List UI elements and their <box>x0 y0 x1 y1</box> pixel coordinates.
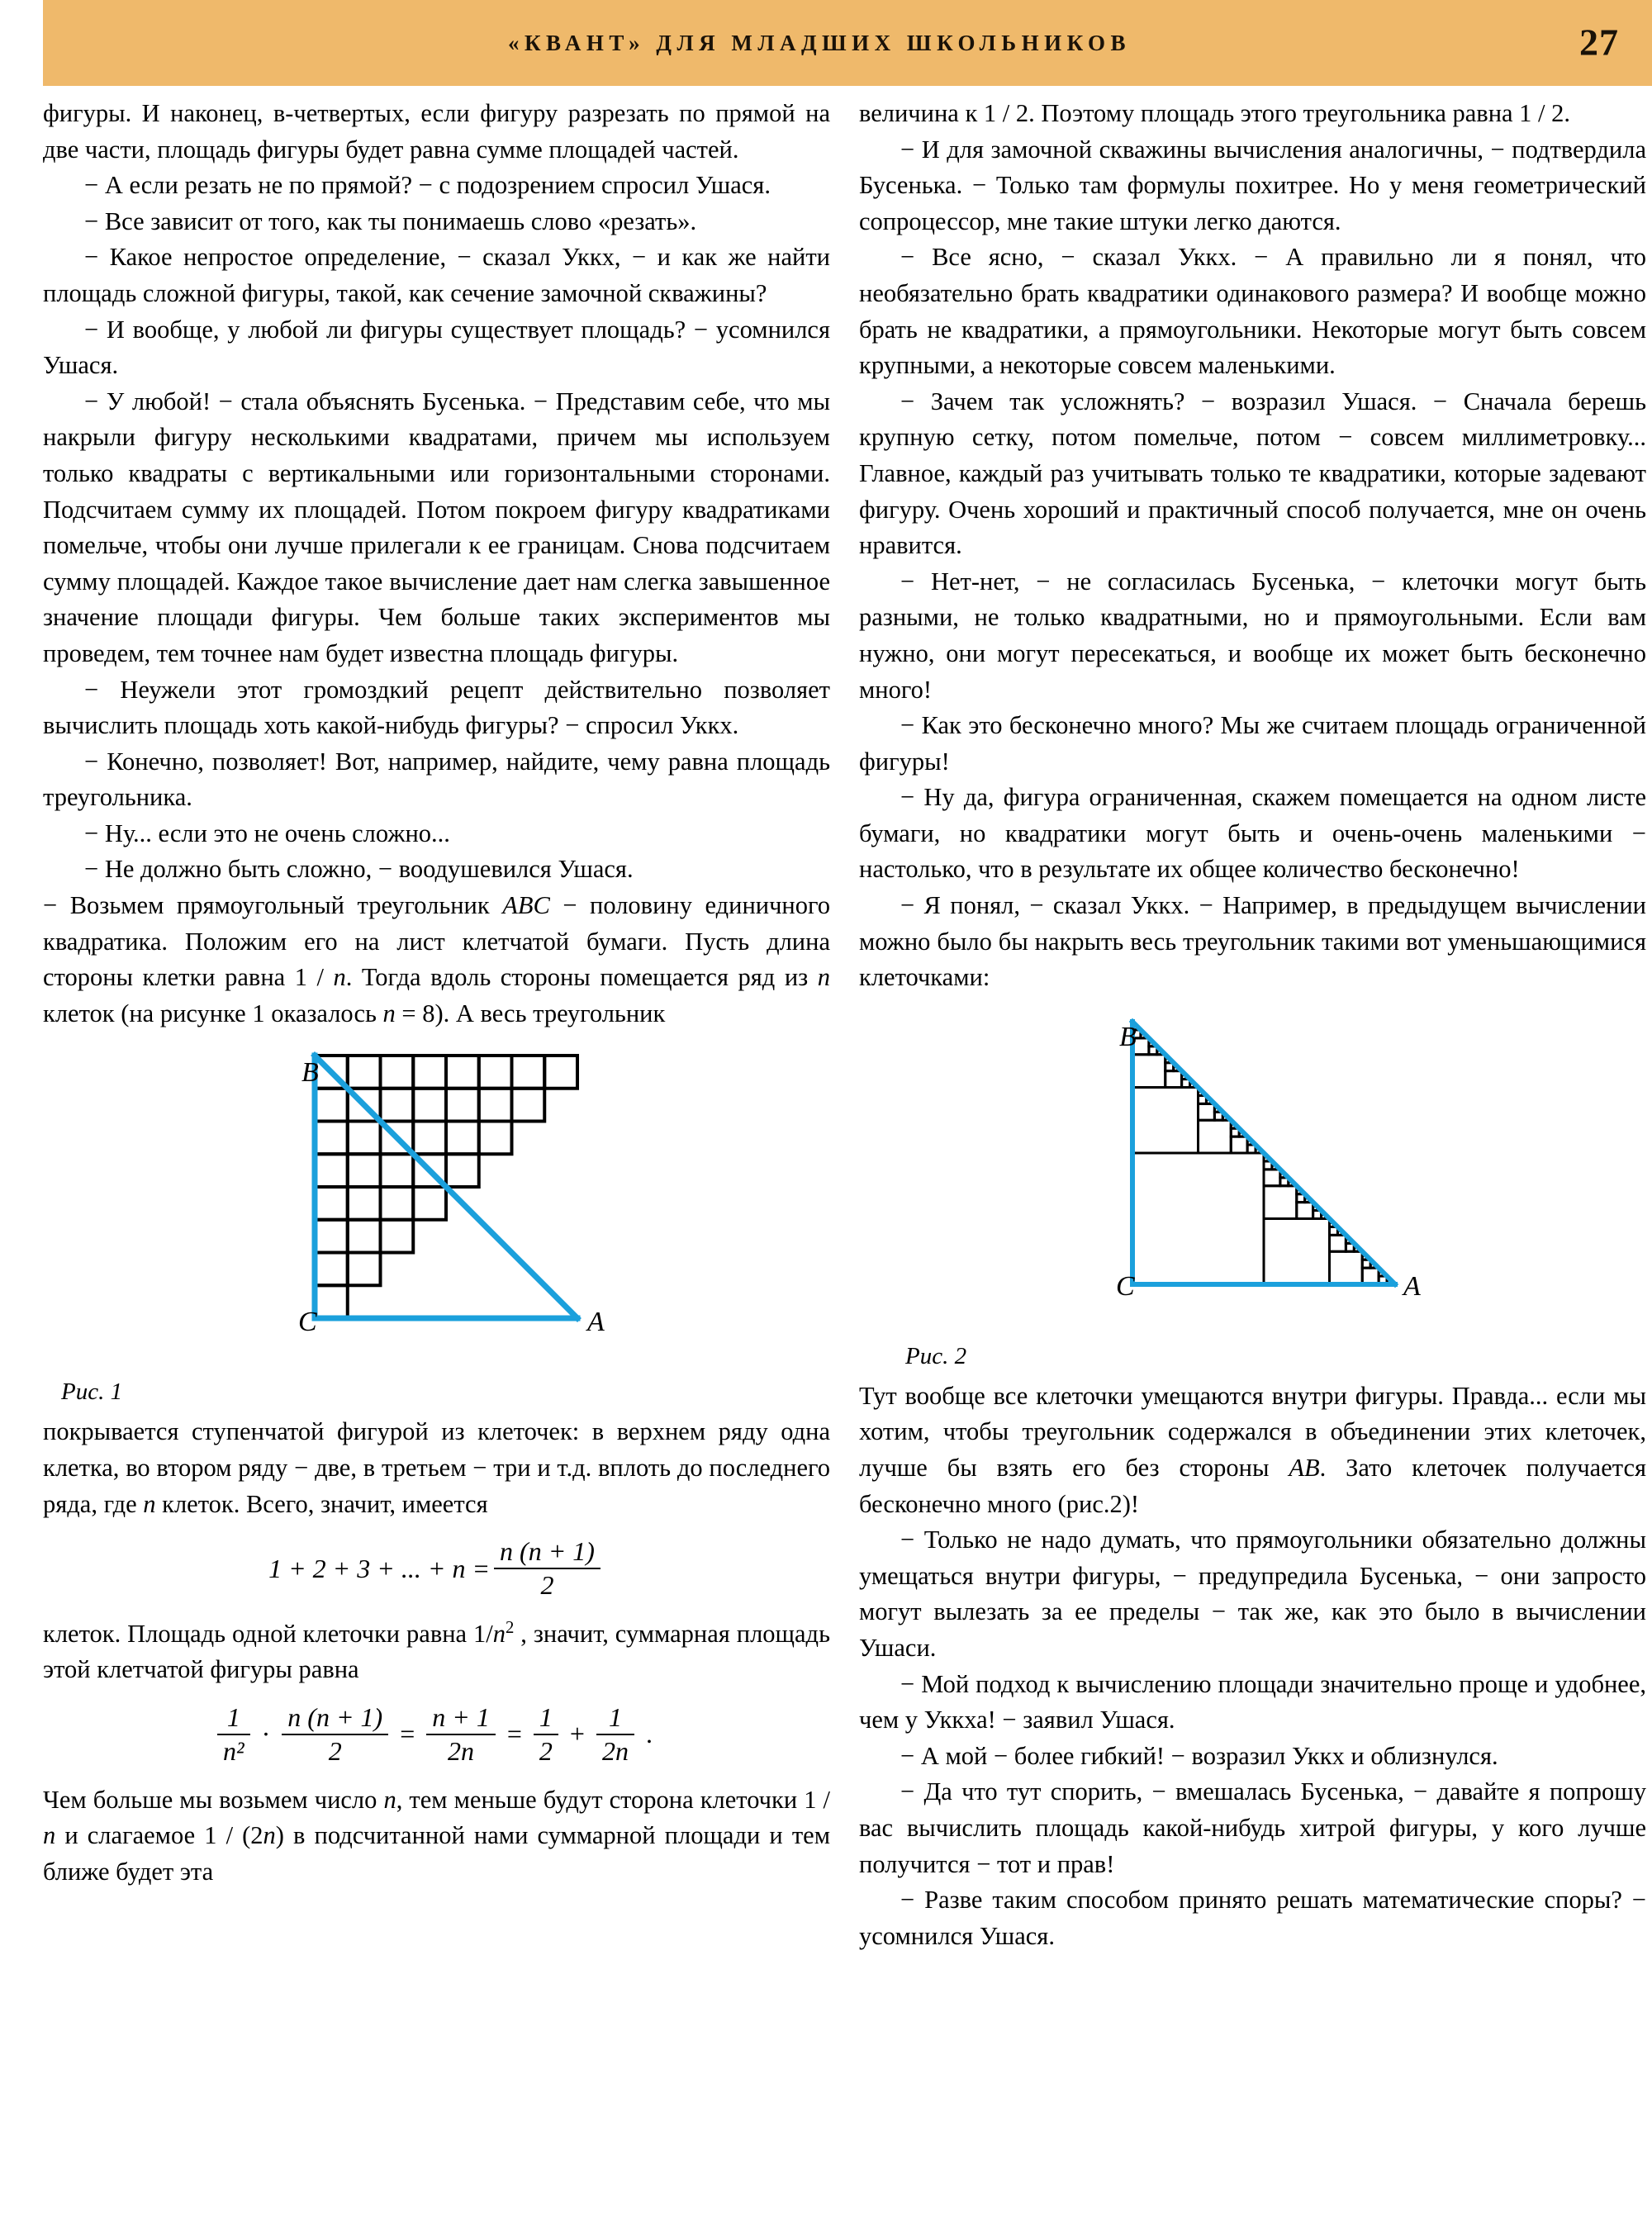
recursive-square <box>1329 1251 1362 1284</box>
grid-cell <box>511 1089 544 1122</box>
grid-cell <box>347 1187 380 1220</box>
paragraph: − У любой! − стала объяснять Бусенька. − Представим себе, что мы накрыли фигуру несколькими квадратами, причем мы используем только квадраты с вертикальными или горизонтальными сторонами. Подсчитаем сумму их площадей. Потом покроем фигуру квадратиками помельче, чтобы они лучше прилегали к ее границам. Снова подсчитаем сумму площадей. Каждое такое вычисление дает нам слегка завышенное значение площади фигуры. Чем больше таких экспериментов мы проведем, тем точнее нам будет известна площадь фигуры. <box>43 387 830 667</box>
formula-sum-of-integers <box>43 1535 830 1601</box>
grid-cell <box>446 1155 479 1188</box>
text-run: , тем меньше будут сторона клеточки 1 / <box>396 1785 830 1814</box>
grid-cell <box>413 1122 446 1155</box>
text-run: клеток. Всего, значит, имеется <box>155 1489 488 1518</box>
text-run: Тут вообще все клеточки умещаются внутри фигуры. Правда... если мы хотим, чтобы треугольник содержался в объединении этих клеточек, лучше бы взять его без стороны <box>859 1381 1646 1483</box>
figure-2-vertex-label-c: C <box>1115 1270 1135 1302</box>
fraction-denominator: 2 <box>540 1570 554 1601</box>
paragraph: − Да что тут спорить, − вмешалась Бусенька, − давайте я попрошу вас вычислить площадь какой-нибудь хитрой фигуры, у кого лучше получится − тот и прав! <box>859 1777 1646 1878</box>
grid-cell <box>511 1056 544 1089</box>
text-run: . Тогда вдоль стороны помещается ряд из <box>345 963 818 992</box>
paragraph: − И для замочной скважины вычисления аналогичны, − подтвердила Бусенька. − Только там формулы похитрее. Но у меня геометрический сопроцессор, мне такие штуки легко даются. <box>859 135 1646 235</box>
figure-1-svg <box>263 1043 610 1374</box>
grid-cell <box>478 1089 511 1122</box>
recursive-square <box>1132 1153 1264 1284</box>
figure-1-caption: Рис. 1 <box>61 1378 123 1406</box>
triangle-label-abc: ABC <box>502 891 550 920</box>
text-run: клеток. Площадь одной клеточки равна 1/ <box>43 1619 493 1648</box>
fraction <box>217 1701 250 1768</box>
operator-plus: + <box>569 1719 585 1749</box>
grid-cell <box>347 1253 380 1286</box>
text-run: , значит, суммарная площадь этой клетчатой фигуры равна <box>43 1619 830 1684</box>
recursive-square <box>1165 1070 1181 1087</box>
text-run: − Возьмем прямоугольный треугольник <box>43 891 503 920</box>
math-n: n <box>263 1821 276 1850</box>
recursive-square <box>1132 1087 1199 1153</box>
figure-2-svg <box>1080 1008 1427 1338</box>
grid-cell <box>315 1187 348 1220</box>
fraction-numerator: n + 1 <box>432 1702 490 1732</box>
text-run: ) в подсчитанной нами суммарной площади и тем ближе будет эта <box>43 1821 830 1886</box>
grid-cell <box>380 1089 413 1122</box>
operator-equals: = <box>506 1719 522 1749</box>
formula-period: . <box>645 1719 653 1749</box>
text-run: . Зато клеточек получается бесконечно много (рис.2)! <box>859 1454 1647 1518</box>
figure-2 <box>859 1008 1646 1370</box>
page-header-band <box>43 0 1652 86</box>
fraction <box>534 1701 558 1768</box>
paragraph: − А если резать не по прямой? − с подозрением спросил Ушася. <box>84 171 771 200</box>
math-n: n <box>817 963 830 992</box>
grid-cell <box>478 1122 511 1155</box>
paragraph: величина к 1 / 2. Поэтому площадь этого треугольника равна 1 / 2. <box>859 99 1571 127</box>
paragraph: − И вообще, у любой ли фигуры существует площадь? − усомнился Ушася. <box>43 315 830 380</box>
grid-cell <box>347 1122 380 1155</box>
recursive-square <box>1132 1055 1165 1088</box>
formula-lhs: 1 + 2 + 3 + ... + n = <box>268 1553 491 1583</box>
math-n: n <box>382 999 396 1027</box>
grid-cell <box>380 1220 413 1253</box>
text-run: = 8). А весь треугольник <box>395 999 666 1027</box>
figure-2-caption: Рис. 2 <box>905 1342 967 1369</box>
math-n: n <box>43 1821 56 1850</box>
operator-equals: = <box>400 1719 415 1749</box>
grid-cell <box>315 1122 348 1155</box>
recursive-square <box>1329 1235 1346 1251</box>
left-column <box>43 96 830 1890</box>
paragraph: − А мой − более гибкий! − возразил Уккх и облизнулся. <box>900 1741 1498 1770</box>
grid-cell <box>315 1253 348 1286</box>
fraction <box>282 1701 388 1768</box>
fraction-numerator: n (n + 1) <box>287 1702 383 1732</box>
grid-cell <box>315 1089 348 1122</box>
paragraph: − Мой подход к вычислению площади значительно проще и удобнее, чем у Уккха! − заявил Ушася. <box>859 1669 1646 1734</box>
recursive-square <box>1264 1218 1330 1284</box>
recursive-square <box>1231 1136 1247 1153</box>
paragraph: − Ну... если это не очень сложно... <box>84 819 450 847</box>
text-run: покрывается ступенчатой фигурой из клеточек: в верхнем ряду одна клетка, во втором ряду − две, в третьем − три и т.д. вплоть до последнего ряда, где <box>43 1417 830 1518</box>
figure-1-vertex-label-c: C <box>297 1307 317 1338</box>
grid-cell <box>544 1056 577 1089</box>
right-column <box>859 96 1646 1954</box>
paragraph: − Как это бесконечно много? Мы же считаем площадь ограниченной фигуры! <box>859 711 1646 776</box>
recursive-square <box>1264 1186 1297 1219</box>
paragraph: − Неужели этот громоздкий рецепт действительно позволяет вычислить площадь хоть какой-нибудь фигуры? − спросил Уккх. <box>43 675 830 740</box>
page-number: 27 <box>1579 21 1619 64</box>
paragraph-with-math <box>43 1414 830 1522</box>
fraction-numerator: 1 <box>539 1702 553 1732</box>
grid-cell <box>315 1220 348 1253</box>
fraction-numerator: 1 <box>226 1702 240 1732</box>
fraction-denominator: 2n <box>601 1735 629 1766</box>
recursive-square <box>1198 1103 1214 1120</box>
paragraph: − Конечно, позволяет! Вот, например, найдите, чему равна площадь треугольника. <box>43 747 830 812</box>
fraction-numerator: n (n + 1) <box>500 1536 595 1567</box>
formula-total-area <box>43 1701 830 1768</box>
recursive-square <box>1198 1120 1231 1153</box>
grid-cell <box>347 1220 380 1253</box>
figure-2-vertex-label-a: A <box>1403 1270 1421 1302</box>
paragraph-with-math <box>43 888 830 1032</box>
figure-1 <box>43 1043 830 1406</box>
paragraph: − Все ясно, − сказал Уккх. − А правильно ли я понял, что необязательно брать квадратики одинакового размера? И вообще можно брать не квадратики, а прямоугольники. Некоторые могут быть совсем крупными, а некоторые совсем маленькими. <box>859 243 1646 380</box>
grid-cell <box>446 1089 479 1122</box>
figure-1-vertex-label-b: B <box>301 1057 319 1089</box>
paragraph: − Разве таким способом принято решать математические споры? − усомнился Ушася. <box>859 1886 1646 1950</box>
figure-2-canvas <box>1080 1008 1427 1338</box>
paragraph-with-math <box>859 1378 1646 1522</box>
figure-2-vertex-label-b: B <box>1118 1021 1137 1052</box>
grid-cell <box>347 1155 380 1188</box>
grid-cell <box>347 1056 380 1089</box>
page-body <box>0 86 1652 2216</box>
segment-label-ab: AB <box>1289 1454 1320 1483</box>
page-title: «КВАНТ» ДЛЯ МЛАДШИХ ШКОЛЬНИКОВ <box>507 30 1132 55</box>
grid-cell <box>413 1187 446 1220</box>
grid-cell <box>315 1286 348 1319</box>
fraction-denominator: 2 <box>328 1735 342 1766</box>
grid-cell <box>380 1056 413 1089</box>
paragraph: − Ну да, фигура ограниченная, скажем помещается на одном листе бумаги, но квадратики могут быть и очень-очень маленькими − настолько, что в результате их общее количество бесконечно! <box>859 783 1646 884</box>
fraction-denominator: n² <box>223 1735 244 1766</box>
grid-cell <box>380 1187 413 1220</box>
recursive-square <box>1296 1202 1313 1218</box>
fraction-denominator: 2 <box>539 1735 553 1766</box>
figure-1-canvas <box>263 1043 610 1374</box>
math-n: n <box>143 1489 156 1518</box>
fraction-denominator: 2n <box>448 1735 475 1766</box>
grid-cell <box>478 1056 511 1089</box>
paragraph-with-math <box>43 1782 830 1891</box>
fraction <box>596 1701 634 1768</box>
figure-2-recursive-squares <box>1132 1026 1391 1284</box>
text-run: Чем больше мы возьмем число <box>43 1785 384 1814</box>
grid-cell <box>446 1056 479 1089</box>
text-run: − половину единичного квадратика. Положим его на лист клетчатой бумаги. Пусть длина стороны клетки равна 1 / <box>43 891 831 992</box>
recursive-square <box>1264 1170 1280 1186</box>
paragraph: − Какое непростое определение, − сказал Уккх, − и как же найти площадь сложной фигуры, такой, как сечение замочной скважины? <box>43 243 830 307</box>
grid-cell <box>446 1122 479 1155</box>
grid-cell <box>413 1056 446 1089</box>
paragraph: − Я понял, − сказал Уккх. − Например, в предыдущем вычислении можно было бы накрыть весь треугольник такими вот уменьшающимися клеточками: <box>859 891 1646 992</box>
math-n: n <box>492 1619 506 1648</box>
math-n: n <box>333 963 346 992</box>
paragraph: фигуры. И наконец, в-четвертых, если фигуру разрезать по прямой на две части, площадь фигуры будет равна сумме площадей частей. <box>43 99 830 164</box>
fraction-numerator: 1 <box>608 1702 622 1732</box>
fraction <box>494 1535 601 1601</box>
text-run: клеток (на рисунке 1 оказалось <box>43 999 383 1027</box>
paragraph: − Только не надо думать, что прямоугольники обязательно должны умещаться внутри фигуры, − предупредила Бусенька, − они запросто могут вылезать за ее пределы − так же, как это было в вычислении Ушаси. <box>859 1526 1646 1662</box>
paragraph: − Зачем так усложнять? − возразил Ушася. − Сначала берешь крупную сетку, потом помельче, потом − совсем миллиметровку... Главное, каждый раз учитывать только те квадратики, которые задевают фигуру. Очень хороший и практичный способ получается, мне он очень нравится. <box>859 387 1646 560</box>
grid-cell <box>380 1155 413 1188</box>
text-run: и слагаемое 1 / (2 <box>55 1821 263 1850</box>
fraction <box>426 1701 496 1768</box>
grid-cell <box>413 1089 446 1122</box>
operator-dot: · <box>261 1719 271 1749</box>
paragraph-with-math <box>43 1616 830 1688</box>
figure-1-vertex-label-a: A <box>586 1307 605 1338</box>
math-n: n <box>383 1785 396 1814</box>
grid-cell <box>315 1155 348 1188</box>
paragraph: − Нет-нет, − не согласилась Бусенька, − клеточки могут быть разными, не только квадратными, но и прямоугольными. Если вам нужно, они могут пересекаться, и вообще их может быть бесконечно много! <box>859 567 1646 704</box>
paragraph: − Все зависит от того, как ты понимаешь слово «резать». <box>84 206 697 235</box>
paragraph: − Не должно быть сложно, − воодушевился Ушася. <box>84 855 634 884</box>
math-exponent: 2 <box>506 1618 515 1637</box>
